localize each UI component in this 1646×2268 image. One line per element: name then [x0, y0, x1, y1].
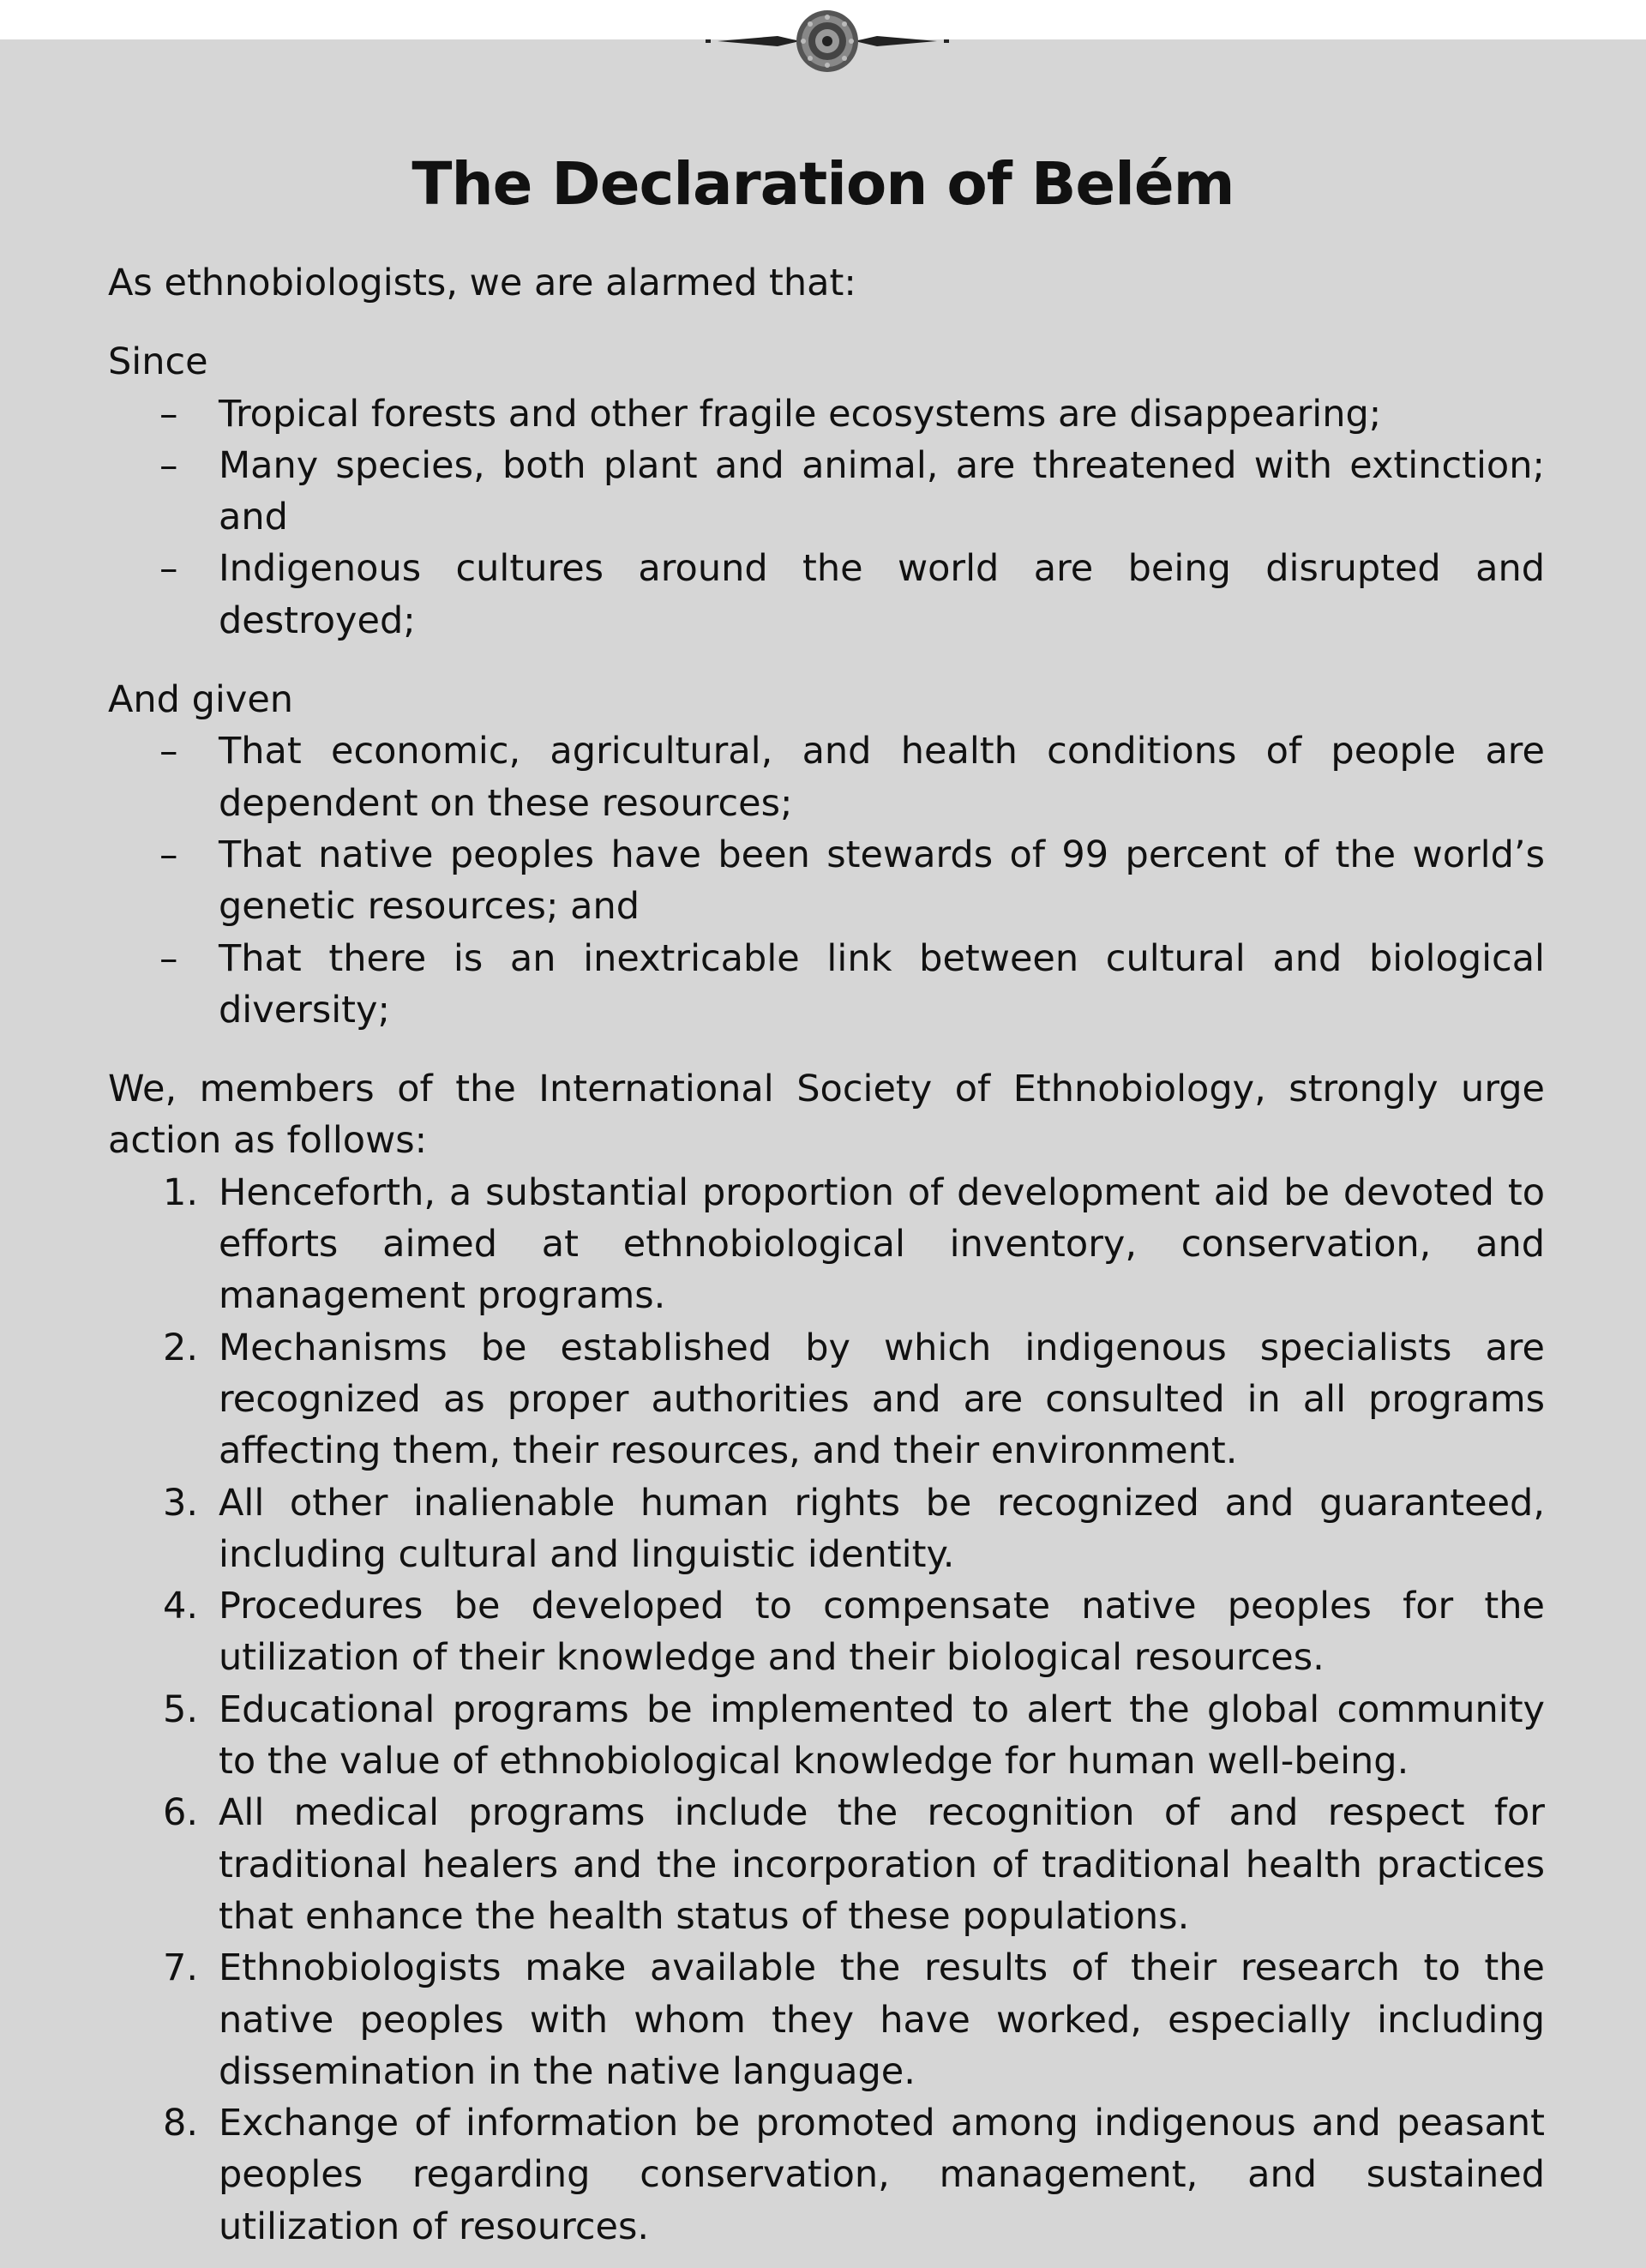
document-title: The Declaration of Belém: [412, 150, 1234, 219]
dash-bullet: –: [159, 833, 178, 876]
item-number: 2.: [163, 1326, 199, 1369]
item-number: 3.: [163, 1481, 199, 1525]
list-item: 3. All other inalienable human rights be recognized and guaranteed, including cultural and linguistic identity.: [108, 1477, 1545, 1581]
item-number: 4.: [163, 1585, 199, 1628]
item-number: 1.: [163, 1170, 199, 1214]
list-item: – Many species, both plant and animal, are threatened with extinction; and: [108, 440, 1545, 544]
list-item: – That economic, agricultural, and health conditions of people are dependent on these resources;: [108, 725, 1545, 829]
given-heading: And given: [108, 678, 294, 722]
list-item: 7. Ethnobiologists make available the results of their research to the native peoples with whom they have worked, especially including dissemination in the native language.: [108, 1942, 1545, 2097]
item-number: 7.: [163, 1946, 199, 1990]
item-number: 5.: [163, 1687, 199, 1731]
given-list: [108, 725, 1545, 1036]
intro-text: As ethnobiologists, we are alarmed that:: [108, 262, 856, 304]
list-item: – Tropical forests and other fragile ecosystems are disappearing;: [108, 388, 1545, 440]
list-item: 5. Educational programs be implemented to alert the global community to the value of ethnobiological knowledge for human well-being.: [108, 1684, 1545, 1788]
list-item: 1. Henceforth, a substantial proportion of development aid be devoted to efforts aimed at ethnobiological inventory, conservation, and management programs.: [108, 1167, 1545, 1322]
list-item: 4. Procedures be developed to compensate native peoples for the utilization of their knowledge and their biological resources.: [108, 1580, 1545, 1684]
declaration-body: [108, 257, 1545, 2253]
list-item: – That there is an inextricable link between cultural and biological diversity;: [108, 933, 1545, 1037]
item-number: 6.: [163, 1791, 199, 1835]
action-list: [108, 1167, 1545, 2253]
dash-bullet: –: [159, 547, 178, 591]
item-number: 8.: [163, 2102, 199, 2145]
list-item: 2. Mechanisms be established by which indigenous specialists are recognized as proper authorities and are consulted in all programs affecting them, their resources, and their environment.: [108, 1322, 1545, 1477]
list-item: 6. All medical programs include the recognition of and respect for traditional healers and the incorporation of traditional health practices that enhance the health status of these populations.: [108, 1787, 1545, 1942]
list-item: – That native peoples have been stewards of 99 percent of the world’s genetic resources; and: [108, 829, 1545, 933]
dash-bullet: –: [159, 392, 178, 436]
urge-lead: We, members of the International Society of Ethnobiology, strongly urge action as follows:: [108, 1068, 1545, 1163]
since-heading: Since: [108, 340, 208, 384]
list-item: – Indigenous cultures around the world are being disrupted and destroyed;: [108, 543, 1545, 647]
list-item: 8. Exchange of information be promoted among indigenous and peasant peoples regarding conservation, management, and sustained utilization of resources.: [108, 2097, 1545, 2253]
dash-bullet: –: [159, 443, 178, 487]
dash-bullet: –: [159, 936, 178, 980]
since-list: [108, 388, 1545, 647]
dash-bullet: –: [159, 730, 178, 773]
ornament-icon: [699, 5, 956, 79]
